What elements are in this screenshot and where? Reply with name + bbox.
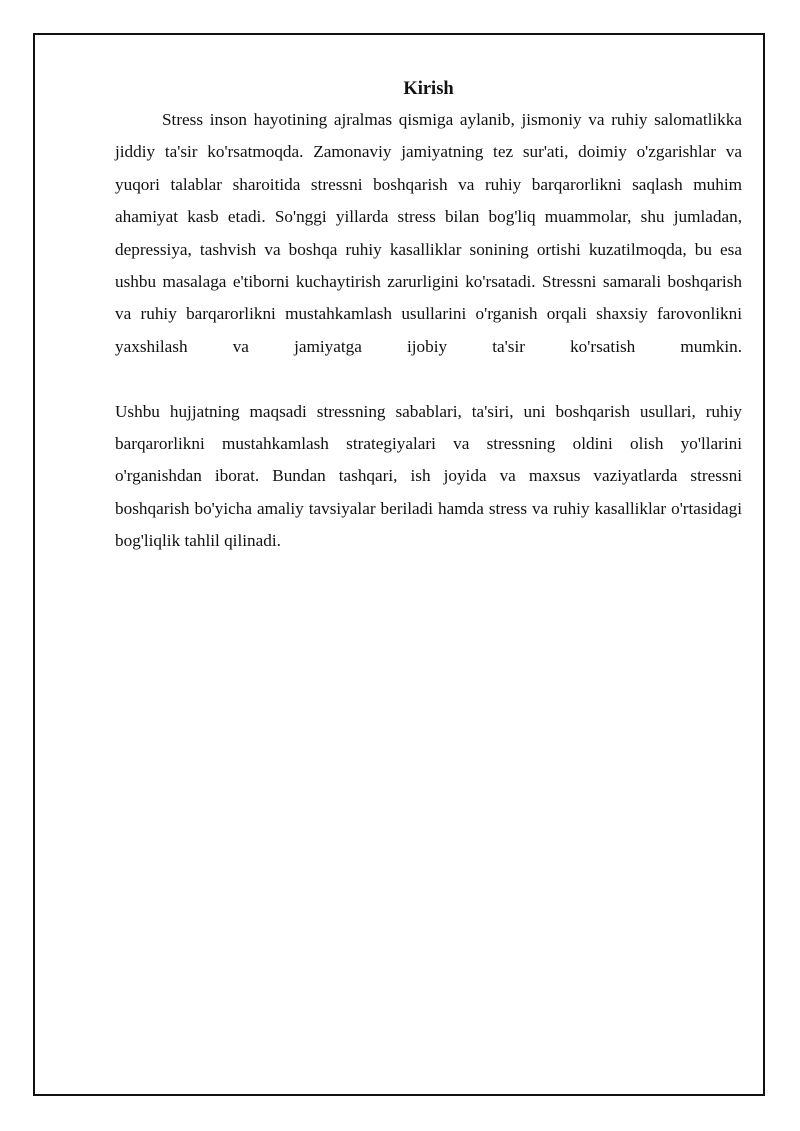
paragraph-spacer xyxy=(115,363,742,395)
page-title: Kirish xyxy=(403,79,454,99)
paragraph-purpose: Ushbu hujjatning maqsadi stressning sabablari, ta'siri, uni boshqarish usullari, ruhiy barqarorlikni mustahkamlash strategiyalari va stressning oldini olish yo'llarini o'rganishdan iborat. Bundan tashqari, ish joyida va maxsus vaziyatlarda stressni boshqarish bo'yicha amaliy tavsiyalar beriladi hamda stress va ruhiy kasalliklar o'rtasidagi bog'liqlik tahlil qilinadi. xyxy=(115,401,742,551)
document-body xyxy=(115,74,742,558)
paragraph-intro: Stress inson hayotining ajralmas qismiga aylanib, jismoniy va ruhiy salomatlikka jiddiy ta'sir ko'rsatmoqda. Zamonaviy jamiyatning tez sur'ati, doimiy o'zgarishlar va yuqori talablar sharoitida stressni boshqarish va ruhiy barqarorlikni saqlash muhim ahamiyat kasb etadi. So'nggi yillarda stress bilan bog'liq muammolar, shu jumladan, depressiya, tashvish va boshqa ruhiy kasalliklar sonining ortishi kuzatilmoqda, bu esa ushbu masalaga e'tiborni kuchaytirish zarurligini ko'rsatadi. Stressni samarali boshqarish va ruhiy barqarorlikni mustahkamlash usullarini o'rganish orqali shaxsiy farovonlikni yaxshilash va jamiyatga ijobiy ta'sir ko'rsatish mumkin. xyxy=(115,110,742,356)
